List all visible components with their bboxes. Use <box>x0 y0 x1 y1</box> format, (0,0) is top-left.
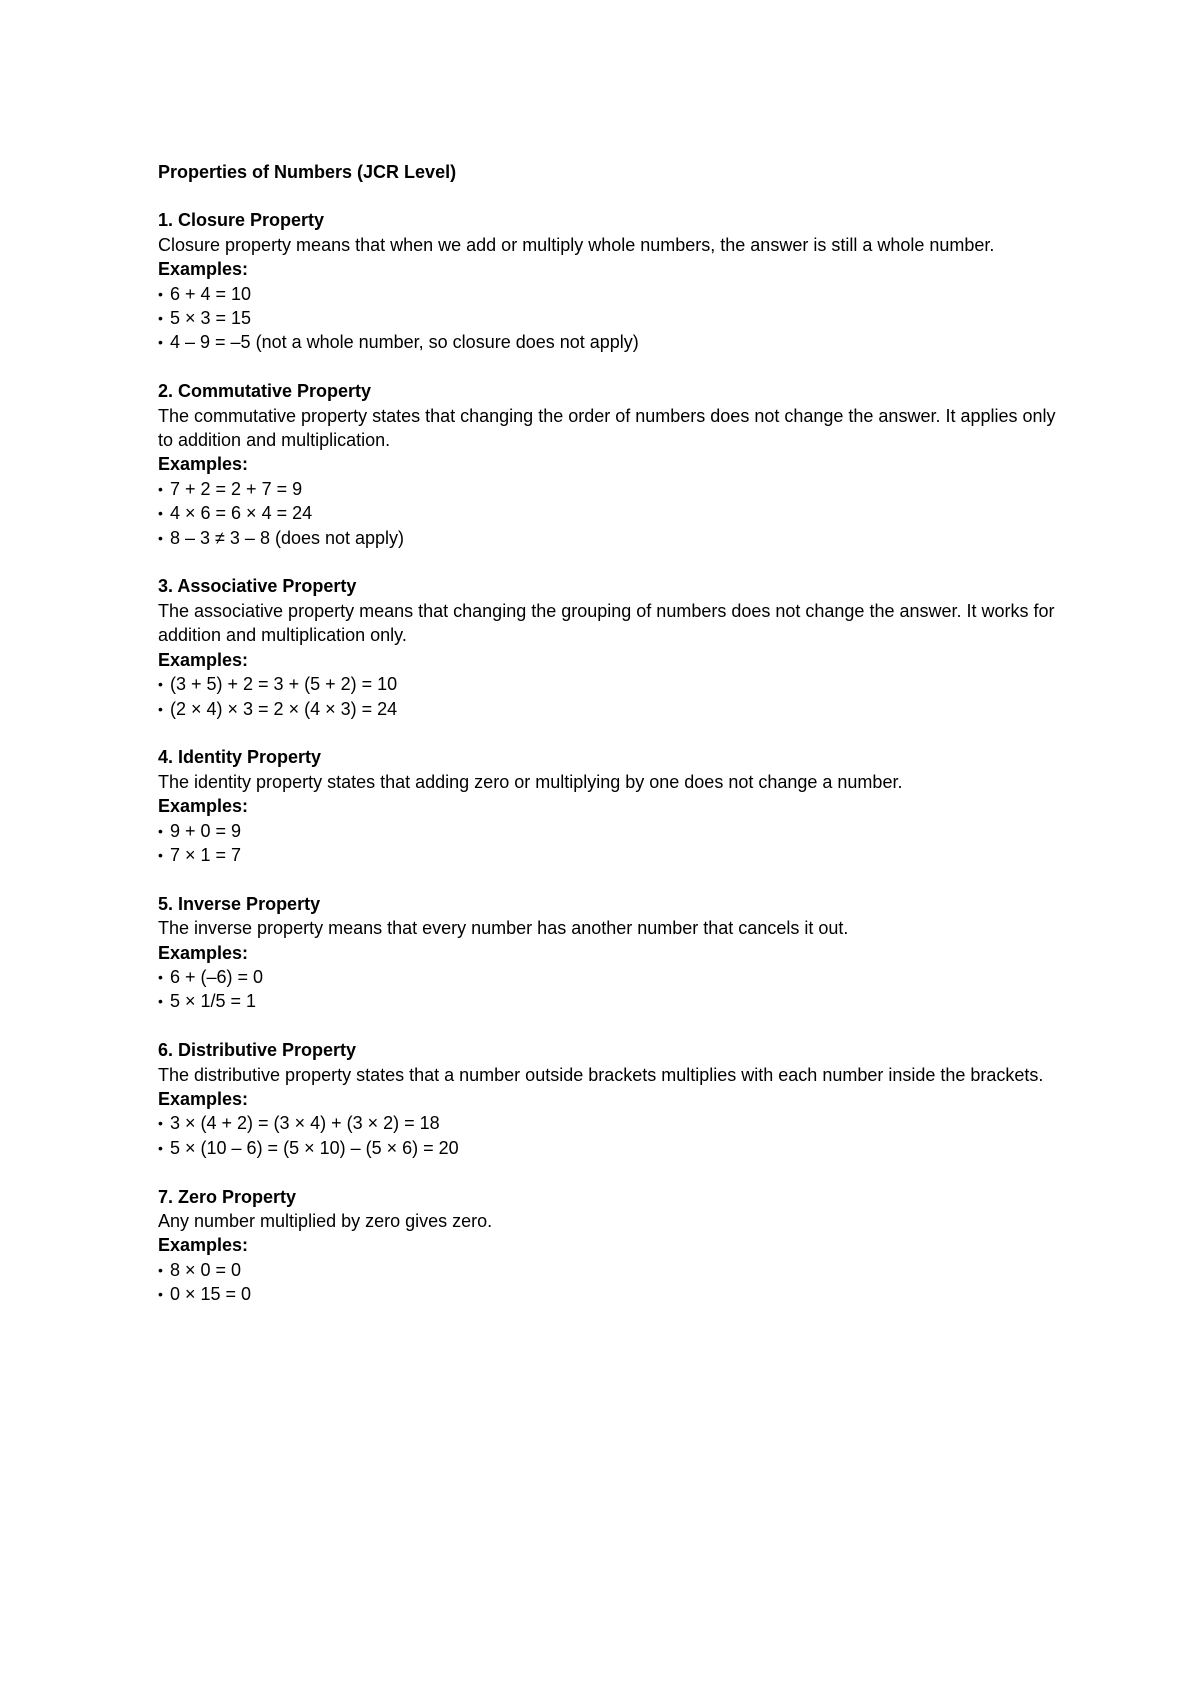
example-text: 8 – 3 ≠ 3 – 8 (does not apply) <box>170 527 405 548</box>
bullet-icon: • <box>158 700 163 717</box>
section-3 <box>158 574 1058 720</box>
examples-list <box>158 819 1058 868</box>
bullet-icon: • <box>158 846 163 863</box>
list-item <box>158 501 1058 525</box>
example-text: 5 × (10 – 6) = (5 × 10) – (5 × 6) = 20 <box>170 1137 459 1158</box>
section-heading: 2. Commutative Property <box>158 381 372 402</box>
bullet-icon: • <box>158 1286 163 1303</box>
section-heading: 7. Zero Property <box>158 1186 297 1207</box>
section-7 <box>158 1185 1058 1307</box>
section-heading: 3. Associative Property <box>158 576 357 597</box>
section-description: Closure property means that when we add or multiply whole numbers, the answer is still a whole number. <box>158 234 995 255</box>
bullet-icon: • <box>158 1115 163 1132</box>
example-text: 5 × 3 = 15 <box>170 308 252 329</box>
list-item <box>158 526 1058 550</box>
list-item <box>158 843 1058 867</box>
list-item <box>158 989 1058 1013</box>
example-text: (2 × 4) × 3 = 2 × (4 × 3) = 24 <box>170 698 398 719</box>
example-text: 4 × 6 = 6 × 4 = 24 <box>170 503 313 524</box>
examples-label: Examples: <box>158 1235 249 1256</box>
section-description: The associative property means that changing the grouping of numbers does not change the answer. It works for addition and multiplication only. <box>158 600 1055 646</box>
list-item <box>158 697 1058 721</box>
examples-label: Examples: <box>158 454 249 475</box>
example-text: 7 + 2 = 2 + 7 = 9 <box>170 478 303 499</box>
example-text: 9 + 0 = 9 <box>170 820 242 841</box>
bullet-icon: • <box>158 993 163 1010</box>
section-1 <box>158 208 1058 354</box>
bullet-icon: • <box>158 334 163 351</box>
bullet-icon: • <box>158 1139 163 1156</box>
list-item <box>158 1258 1058 1282</box>
bullet-icon: • <box>158 285 163 302</box>
example-text: 6 + 4 = 10 <box>170 283 252 304</box>
examples-list <box>158 965 1058 1014</box>
examples-label: Examples: <box>158 649 249 670</box>
list-item <box>158 819 1058 843</box>
section-description: The identity property states that adding zero or multiplying by one does not change a number. <box>158 771 903 792</box>
example-text: 4 – 9 = –5 (not a whole number, so closure does not apply) <box>170 332 639 353</box>
examples-list <box>158 1111 1058 1160</box>
sections-container <box>158 208 1058 1306</box>
example-text: 8 × 0 = 0 <box>170 1259 242 1280</box>
section-heading: 6. Distributive Property <box>158 1040 357 1061</box>
examples-label: Examples: <box>158 1088 249 1109</box>
section-description: The inverse property means that every number has another number that cancels it out. <box>158 918 849 939</box>
list-item <box>158 965 1058 989</box>
examples-list <box>158 282 1058 355</box>
section-4 <box>158 745 1058 867</box>
bullet-icon: • <box>158 505 163 522</box>
example-text: 6 + (–6) = 0 <box>170 966 264 987</box>
section-6 <box>158 1038 1058 1160</box>
bullet-icon: • <box>158 310 163 327</box>
list-item <box>158 1282 1058 1306</box>
bullet-icon: • <box>158 822 163 839</box>
list-item <box>158 330 1058 354</box>
list-item <box>158 1111 1058 1135</box>
section-description: The distributive property states that a number outside brackets multiplies with each number inside the brackets. <box>158 1064 1044 1085</box>
examples-list <box>158 672 1058 721</box>
list-item <box>158 306 1058 330</box>
bullet-icon: • <box>158 968 163 985</box>
section-heading: 1. Closure Property <box>158 210 325 231</box>
examples-list <box>158 1258 1058 1307</box>
section-2 <box>158 379 1058 550</box>
bullet-icon: • <box>158 676 163 693</box>
section-heading: 5. Inverse Property <box>158 893 321 914</box>
list-item <box>158 282 1058 306</box>
section-5 <box>158 892 1058 1014</box>
example-text: 7 × 1 = 7 <box>170 844 242 865</box>
list-item <box>158 477 1058 501</box>
example-text: (3 + 5) + 2 = 3 + (5 + 2) = 10 <box>170 674 398 695</box>
list-item <box>158 1136 1058 1160</box>
examples-label: Examples: <box>158 259 249 280</box>
bullet-icon: • <box>158 1261 163 1278</box>
bullet-icon: • <box>158 529 163 546</box>
document-page <box>158 160 1058 1331</box>
example-text: 3 × (4 + 2) = (3 × 4) + (3 × 2) = 18 <box>170 1113 440 1134</box>
examples-list <box>158 477 1058 550</box>
list-item <box>158 672 1058 696</box>
examples-label: Examples: <box>158 796 249 817</box>
examples-label: Examples: <box>158 942 249 963</box>
example-text: 0 × 15 = 0 <box>170 1284 252 1305</box>
bullet-icon: • <box>158 480 163 497</box>
section-description: Any number multiplied by zero gives zero. <box>158 1210 493 1231</box>
section-heading: 4. Identity Property <box>158 747 322 768</box>
section-description: The commutative property states that changing the order of numbers does not change the answer. It applies only to addition and multiplication. <box>158 405 1056 451</box>
example-text: 5 × 1/5 = 1 <box>170 991 257 1012</box>
document-title: Properties of Numbers (JCR Level) <box>158 162 457 182</box>
